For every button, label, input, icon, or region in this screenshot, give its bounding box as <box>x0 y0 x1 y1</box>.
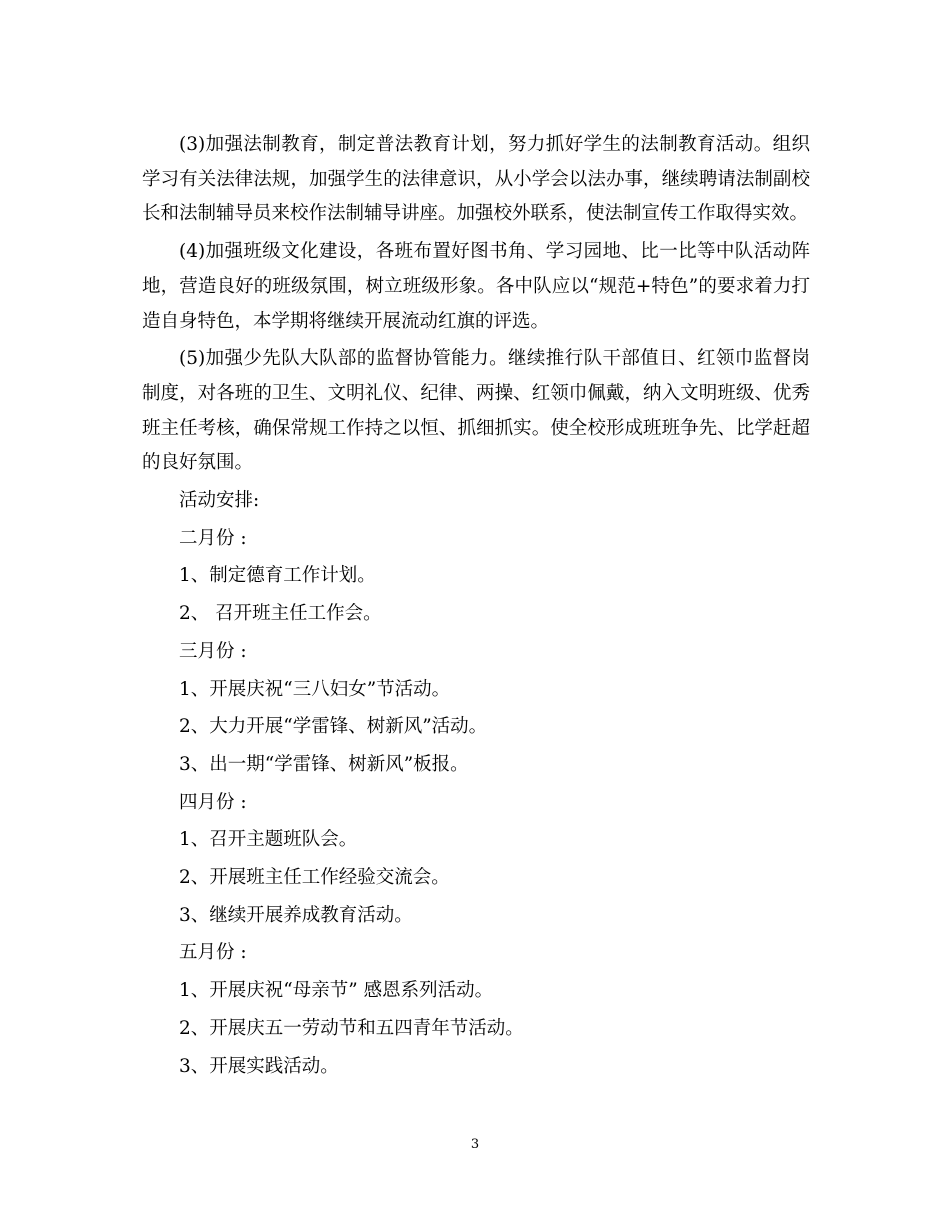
paragraph-supervision: (5)加强少先队大队部的监督协管能力。继续推行队干部值日、红领巾监督岗制度，对各班的卫生、文明礼仪、纪律、两操、红领巾佩戴，纳入文明班级、优秀班主任考核，确保常规工作持之以恒、抓细抓实。使全校形成班班争先、比学赶超的良好氛围。 <box>142 348 810 474</box>
paragraph-class-culture: (4)加强班级文化建设，各班布置好图书角、学习园地、比一比等中队活动阵地，营造良好的班级氛围，树立班级形象。各中队应以“规范+特色”的要求着力打造自身特色，本学期将继续开展流动红旗的评选。 <box>142 241 810 332</box>
list-item: 3、出一期“学雷锋、树新风”板报。 <box>179 753 469 775</box>
schedule-heading: 活动安排: <box>179 490 260 512</box>
list-item: 2、开展班主任工作经验交流会。 <box>179 867 450 889</box>
list-item: 1、制定德育工作计划。 <box>179 565 376 587</box>
month-label-april: 四月份 : <box>179 791 247 813</box>
paragraph-legal-education: (3)加强法制教育，制定普法教育计划，努力抓好学生的法制教育活动。组织学习有关法律法规，加强学生的法律意识，从小学会以法办事，继续聘请法制副校长和法制辅导员来校作法制辅导讲座。加强校外联系，使法制宣传工作取得实效。 <box>142 134 810 225</box>
list-item: 2、大力开展“学雷锋、树新风”活动。 <box>179 716 488 738</box>
list-item: 2、 召开班主任工作会。 <box>179 603 382 625</box>
list-item: 1、开展庆祝“母亲节” 感恩系列活动。 <box>179 980 494 1002</box>
page-body <box>142 128 810 1087</box>
list-item: 3、继续开展养成教育活动。 <box>179 904 413 926</box>
list-item: 3、开展实践活动。 <box>179 1055 339 1077</box>
list-item: 2、开展庆五一劳动节和五四青年节活动。 <box>179 1017 524 1039</box>
list-item: 1、开展庆祝“三八妇女”节活动。 <box>179 678 451 700</box>
month-label-may: 五月份 : <box>179 942 247 964</box>
list-item: 1、召开主题班队会。 <box>179 829 358 851</box>
page-number: 3 <box>470 1137 480 1152</box>
month-label-february: 二月份 : <box>179 527 247 549</box>
month-label-march: 三月份 : <box>179 640 247 662</box>
